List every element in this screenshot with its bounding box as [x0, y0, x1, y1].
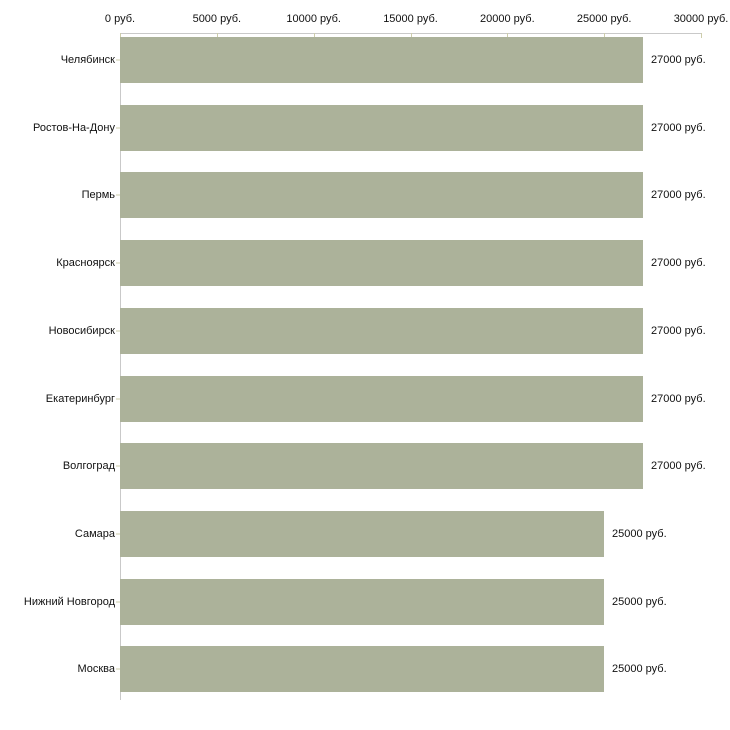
value-label: 27000 руб.: [651, 122, 706, 134]
value-label: 25000 руб.: [612, 596, 667, 608]
category-label: Екатеринбург: [45, 393, 115, 405]
bar: [120, 443, 643, 489]
x-tick-label: 20000 руб.: [480, 13, 535, 25]
x-tick-label: 15000 руб.: [383, 13, 438, 25]
bar: [120, 172, 643, 218]
category-label: Ростов-На-Дону: [32, 122, 115, 134]
x-tick-mark: [701, 33, 702, 38]
bar: [120, 37, 643, 83]
value-label: 27000 руб.: [651, 54, 706, 66]
bar: [120, 511, 604, 557]
category-label: Пермь: [81, 189, 115, 201]
value-label: 25000 руб.: [612, 528, 667, 540]
value-label: 27000 руб.: [651, 257, 706, 269]
x-tick-label: 25000 руб.: [576, 13, 632, 25]
x-tick-label: 5000 руб.: [192, 13, 242, 25]
bar: [120, 308, 643, 354]
category-label: Нижний Новгород: [23, 596, 115, 608]
category-label: Красноярск: [56, 257, 115, 269]
bar: [120, 105, 643, 151]
value-label: 27000 руб.: [651, 189, 706, 201]
bar: [120, 579, 604, 625]
category-label: Москва: [77, 663, 115, 675]
value-label: 27000 руб.: [651, 393, 706, 405]
value-label: 27000 руб.: [651, 325, 706, 337]
category-label: Челябинск: [60, 54, 115, 66]
category-label: Волгоград: [62, 460, 115, 472]
x-tick-label: 0 руб.: [104, 13, 136, 25]
category-label: Самара: [74, 528, 115, 540]
category-label: Новосибирск: [48, 325, 115, 337]
bar: [120, 240, 643, 286]
value-label: 27000 руб.: [651, 460, 706, 472]
value-label: 25000 руб.: [612, 663, 667, 675]
bar: [120, 376, 643, 422]
x-tick-label: 10000 руб.: [286, 13, 341, 25]
bar: [120, 646, 604, 692]
x-tick-label: 30000 руб.: [673, 13, 729, 25]
